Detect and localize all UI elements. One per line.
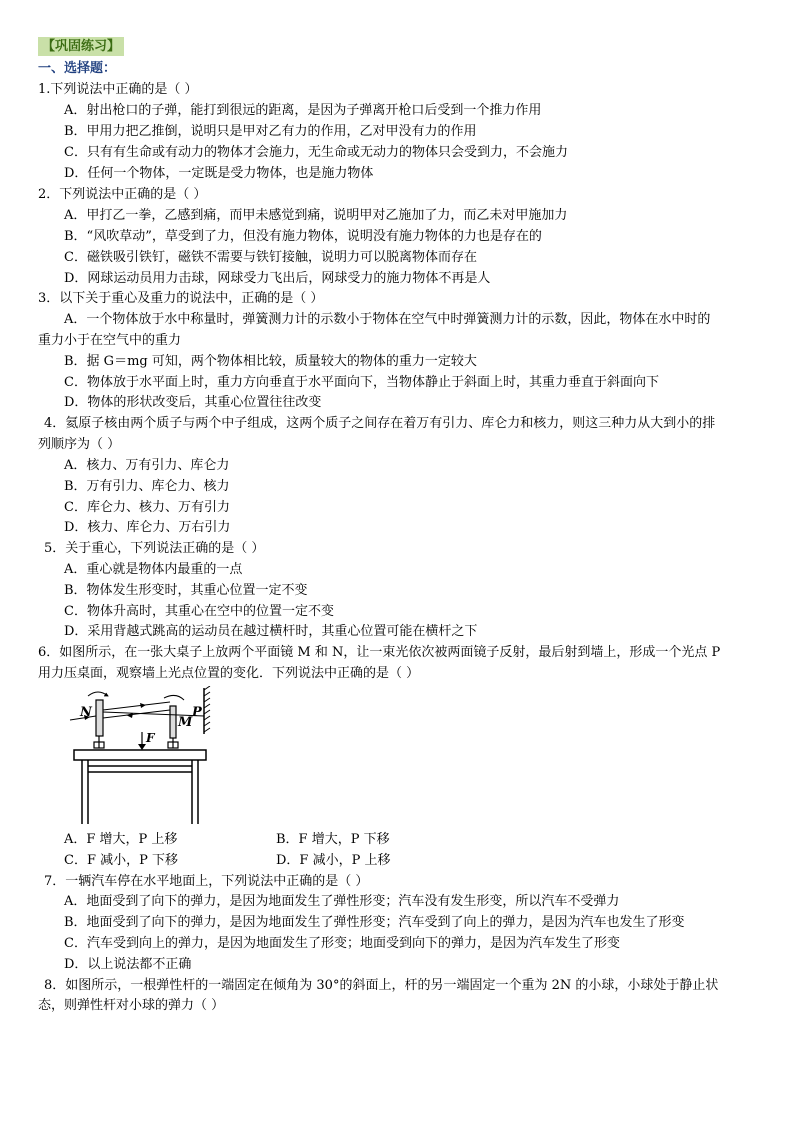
question-3-option-a-line2: 重力小于在空气中的重力: [38, 333, 182, 348]
question-4-option-b: B．万有引力、库仑力、核力: [64, 479, 230, 494]
question-4-option-c: C．库仑力、核力、万有引力: [64, 500, 230, 515]
question-1-option-c: C．只有有生命或有动力的物体才会施力，无生命或无动力的物体只会受到力，不会施力: [64, 145, 568, 160]
question-3-option-c: C．物体放于水平面上时，重力方向垂直于水平面向下，当物体静止于斜面上时，其重力垂直于斜面向下: [64, 375, 659, 390]
label-p: P: [192, 705, 202, 720]
label-f: F: [146, 731, 155, 745]
question-7-option-b: B．地面受到了向下的弹力，是因为地面发生了弹性形变；汽车受到了向上的弹力，是因为汽车也发生了形变: [64, 915, 685, 930]
question-2-stem: 2．下列说法中正确的是（ ）: [38, 187, 207, 202]
table-top: [74, 750, 206, 760]
label-n: N: [80, 705, 92, 720]
question-4-option-a: A．核力、万有引力、库仑力: [64, 458, 230, 473]
section-title: 一、选择题：: [38, 61, 117, 76]
beam-arrow-2: [140, 703, 146, 708]
question-7-option-d: D．以上说法都不正确: [64, 957, 192, 972]
question-7-option-a: A．地面受到了向下的弹力，是因为地面发生了弹性形变；汽车没有发生形变，所以汽车不受弹力: [64, 894, 620, 909]
question-3-option-d: D．物体的形状改变后，其重心位置往往改变: [64, 395, 322, 410]
question-5-stem: 5．关于重心，下列说法正确的是（ ）: [44, 541, 265, 556]
question-7-stem: 7．一辆汽车停在水平地面上，下列说法中正确的是（ ）: [44, 874, 369, 889]
question-2-option-c: C．磁铁吸引铁钉，磁铁不需要与铁钉接触，说明力可以脱离物体而存在: [64, 250, 477, 265]
question-2-option-d: D．网球运动员用力击球，网球受力飞出后，网球受力的施力物体不再是人: [64, 271, 491, 286]
question-4-stem-line2: 列顺序为（ ）: [38, 437, 121, 452]
beam-arrow-3: [126, 713, 133, 718]
label-m: M: [178, 715, 193, 730]
question-8-stem-line1: 8．如图所示，一根弹性杆的一端固定在倾角为 30°的斜面上，杆的另一端固定一个重为 2N 的小球，小球处于静止状: [44, 978, 719, 993]
question-5-option-d: D．采用背越式跳高的运动员在越过横杆时，其重心位置可能在横杆之下: [64, 624, 478, 639]
question-2-option-a: A．甲打乙一拳，乙感到痛，而甲未感觉到痛，说明甲对乙施加了力，而乙未对甲施加力: [64, 208, 568, 223]
question-6-option-b: B．F 增大，P 下移: [276, 832, 390, 847]
wall-hatch: [204, 686, 210, 732]
question-5-option-a: A．重心就是物体内最重的一点: [64, 562, 243, 577]
question-5-option-b: B．物体发生形变时，其重心位置一定不变: [64, 583, 308, 598]
mirror-table-figure: [66, 686, 226, 826]
question-2-option-b: B．“风吹草动”，草受到了力，但没有施力物体，说明没有施力物体的力也是存在的: [64, 229, 542, 244]
question-1-option-a: A．射出枪口的子弹，能打到很远的距离，是因为子弹离开枪口后受到一个推力作用: [64, 103, 542, 118]
section-tag: 【巩固练习】: [38, 37, 124, 56]
table-legs: [82, 760, 198, 824]
question-6-option-d: D．F 减小，P 上移: [276, 853, 391, 868]
curved-arrow-m: [164, 695, 184, 700]
question-6-option-c: C．F 减小，P 下移: [64, 853, 178, 868]
mirror-n: [96, 700, 103, 736]
question-8-stem-line2: 态，则弹性杆对小球的弹力（ ）: [38, 998, 225, 1013]
question-1-stem: 1.下列说法中正确的是（ ）: [38, 82, 198, 97]
question-3-option-a-line1: A．一个物体放于水中称量时，弹簧测力计的示数小于物体在空气中时弹簧测力计的示数，因此，物体在水中时的: [64, 312, 711, 327]
question-4-stem-line1: 4．氦原子核由两个质子与两个中子组成，这两个质子之间存在着万有引力、库仑力和核力，则这三种力从大到小的排: [44, 416, 716, 431]
question-6-stem-line2: 用力压桌面，观察墙上光点位置的变化．下列说法中正确的是（ ）: [38, 666, 420, 681]
question-3-stem: 3．以下关于重心及重力的说法中，正确的是（ ）: [38, 291, 324, 306]
question-4-option-d: D．核力、库仑力、万右引力: [64, 520, 231, 535]
question-5-option-c: C．物体升高时，其重心在空中的位置一定不变: [64, 604, 334, 619]
question-6-option-a: A．F 增大，P 上移: [64, 832, 178, 847]
question-1-option-d: D．任何一个物体，一定既是受力物体，也是施力物体: [64, 166, 374, 181]
mirror-stands: [94, 736, 178, 748]
question-6-stem-line1: 6．如图所示，在一张大桌子上放两个平面镜 M 和 N，让一束光依次被两面镜子反射，最后射到墙上，形成一个光点 P: [38, 645, 721, 660]
mirror-m: [170, 706, 176, 738]
question-3-option-b: B．据 G＝mg 可知，两个物体相比较，质量较大的物体的重力一定较大: [64, 354, 477, 369]
question-1-option-b: B．甲用力把乙推倒，说明只是甲对乙有力的作用，乙对甲没有力的作用: [64, 124, 477, 139]
question-7-option-c: C．汽车受到向上的弹力，是因为地面发生了形变；地面受到向下的弹力，是因为汽车发生了形变: [64, 936, 620, 951]
